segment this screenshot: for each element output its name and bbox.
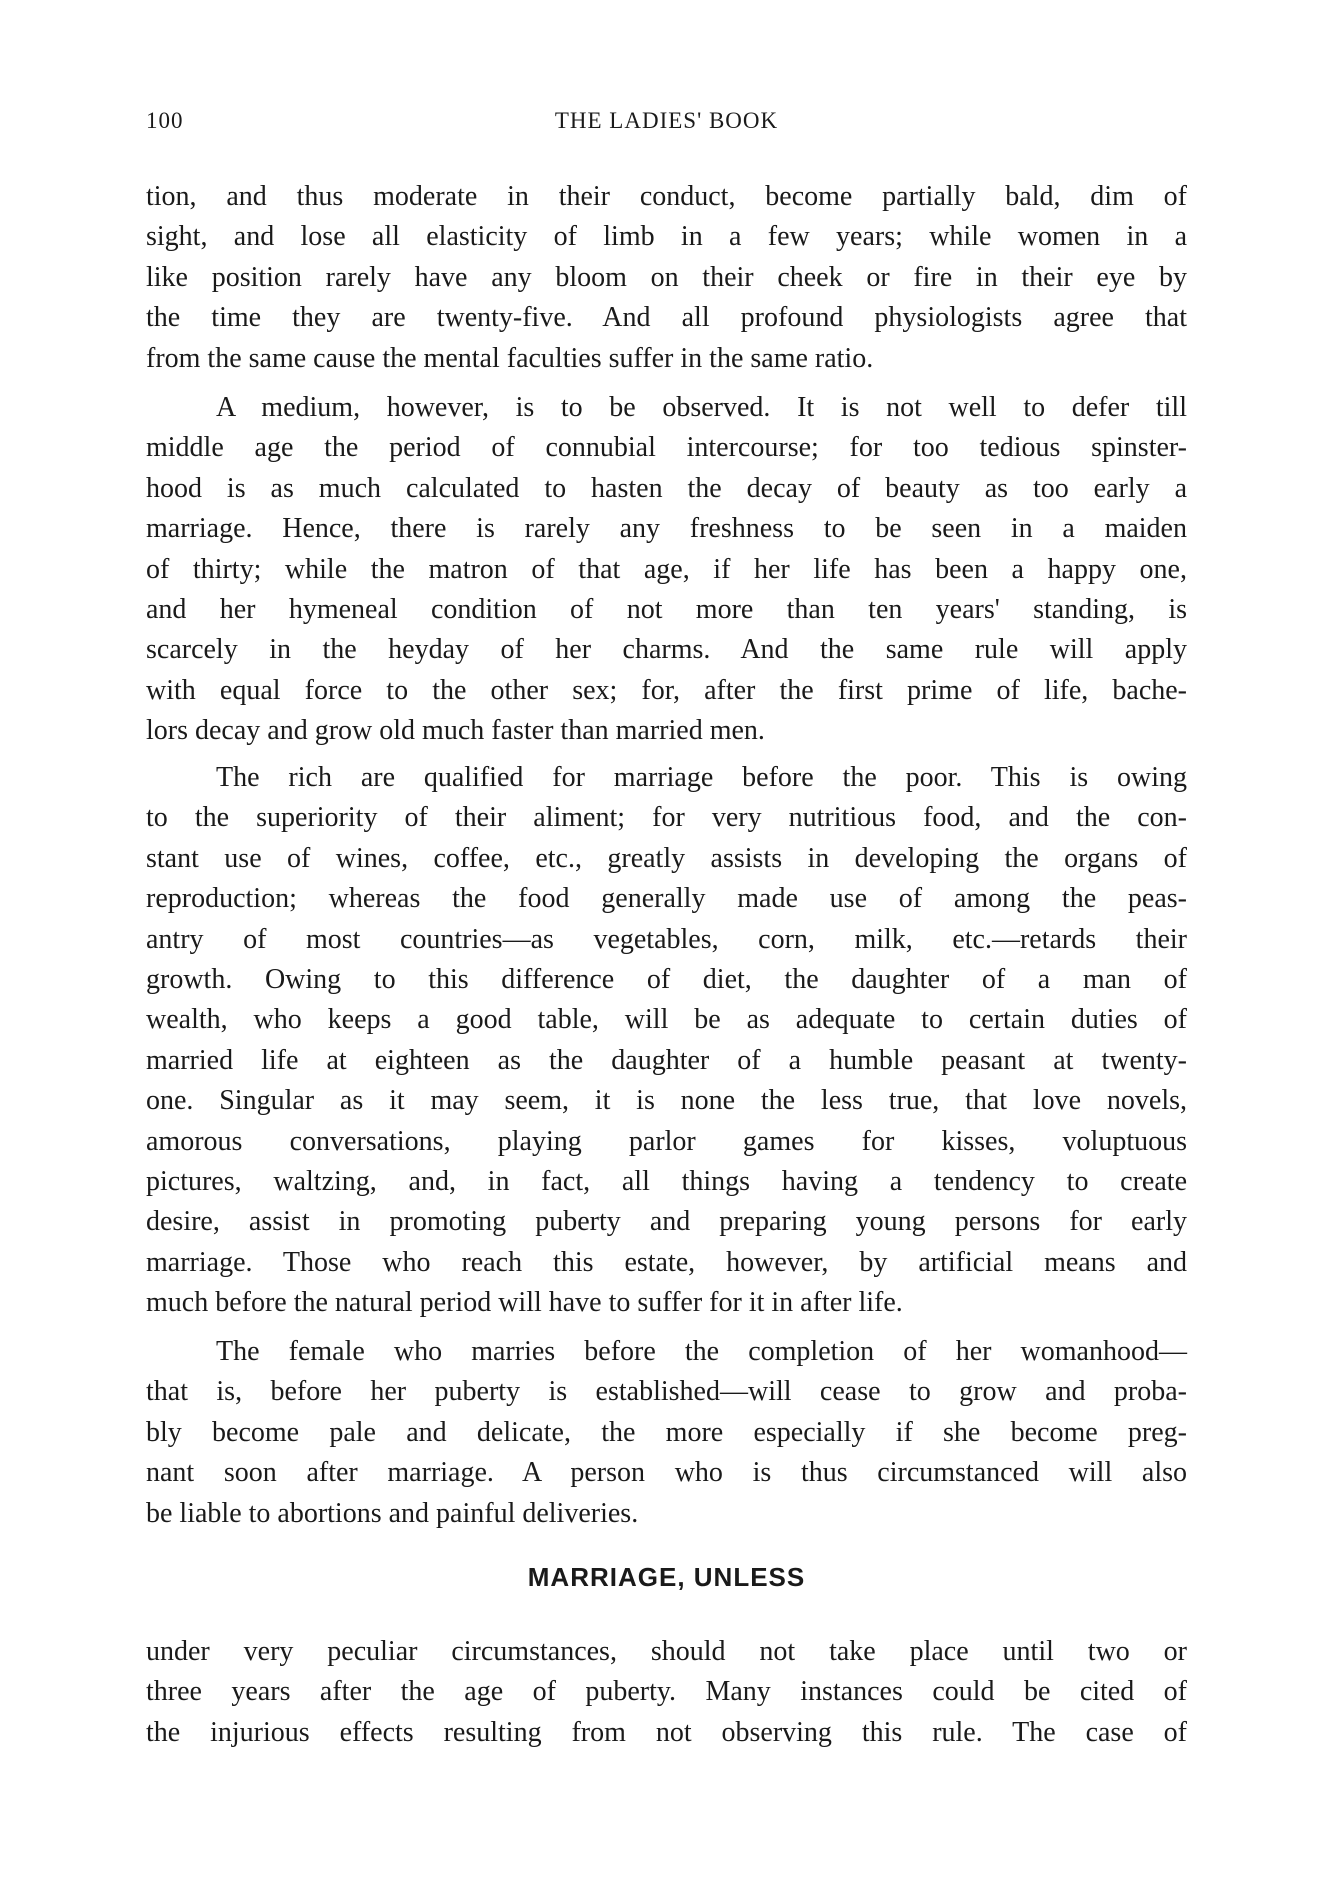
text-line: scarcely in the heyday of her charms. And the same rule will apply <box>146 634 1187 666</box>
paragraph <box>146 1332 1187 1534</box>
paragraph <box>146 177 1187 379</box>
page-header <box>146 108 1187 142</box>
text-line: marriage. Those who reach this estate, however, by artificial means and <box>146 1246 1187 1278</box>
text-line: wealth, who keeps a good table, will be as adequate to certain duties of <box>146 1004 1187 1036</box>
page-number: 100 <box>146 108 184 133</box>
text-line: from the same cause the mental faculties suffer in the same ratio. <box>146 342 874 374</box>
text-line: the time they are twenty-five. And all profound physiologists agree that <box>146 302 1187 334</box>
text-line: married life at eighteen as the daughter of a humble peasant at twenty- <box>146 1044 1187 1076</box>
text-line: marriage. Hence, there is rarely any freshness to be seen in a maiden <box>146 513 1187 545</box>
text-line: sight, and lose all elasticity of limb in a few years; while women in a <box>146 221 1187 253</box>
text-line: The female who marries before the completion of her womanhood— <box>216 1336 1187 1367</box>
text-line: stant use of wines, coffee, etc., greatly assists in developing the organs of <box>146 842 1187 874</box>
text-line: of thirty; while the matron of that age, if her life has been a happy one, <box>146 553 1187 585</box>
text-line: amorous conversations, playing parlor games for kisses, voluptuous <box>146 1125 1187 1157</box>
text-line: middle age the period of connubial intercourse; for too tedious spinster- <box>146 432 1187 464</box>
running-title: THE LADIES' BOOK <box>554 108 779 133</box>
text-line: much before the natural period will have to suffer for it in after life. <box>146 1287 903 1319</box>
text-line: one. Singular as it may seem, it is none the less true, that love novels, <box>146 1085 1187 1117</box>
text-line: to the superiority of their aliment; for very nutritious food, and the con- <box>146 802 1187 834</box>
section-heading: MARRIAGE, UNLESS <box>527 1562 806 1592</box>
text-line: antry of most countries—as vegetables, corn, milk, etc.—retards their <box>146 923 1187 955</box>
text-line: desire, assist in promoting puberty and preparing young persons for early <box>146 1206 1187 1238</box>
text-line: nant soon after marriage. A person who is thus circumstanced will also <box>146 1457 1187 1489</box>
text-line: pictures, waltzing, and, in fact, all things having a tendency to create <box>146 1165 1187 1197</box>
paragraph <box>146 1632 1187 1753</box>
text-line: under very peculiar circumstances, should not take place until two or <box>146 1636 1187 1667</box>
text-line: like position rarely have any bloom on their cheek or fire in their eye by <box>146 261 1187 293</box>
text-line: be liable to abortions and painful deliveries. <box>146 1497 639 1529</box>
text-line: growth. Owing to this difference of diet, the daughter of a man of <box>146 963 1187 995</box>
text-line: that is, before her puberty is established—will cease to grow and proba- <box>146 1376 1187 1408</box>
text-line: A medium, however, is to be observed. It is not well to defer till <box>216 392 1187 423</box>
paragraph <box>146 388 1187 752</box>
text-line: three years after the age of puberty. Many instances could be cited of <box>146 1676 1187 1708</box>
text-line: reproduction; whereas the food generally made use of among the peas- <box>146 883 1187 915</box>
paragraph <box>146 758 1187 1323</box>
text-line: lors decay and grow old much faster than married men. <box>146 715 765 747</box>
text-line: tion, and thus moderate in their conduct, become partially bald, dim of <box>146 181 1187 212</box>
text-line: with equal force to the other sex; for, after the first prime of life, bache- <box>146 674 1187 706</box>
text-line: hood is as much calculated to hasten the decay of beauty as too early a <box>146 472 1187 504</box>
text-line: and her hymeneal condition of not more than ten years' standing, is <box>146 593 1187 625</box>
text-line: the injurious effects resulting from not observing this rule. The case of <box>146 1716 1187 1748</box>
text-line: bly become pale and delicate, the more especially if she become preg- <box>146 1416 1187 1448</box>
text-line: The rich are qualified for marriage before the poor. This is owing <box>216 762 1187 793</box>
